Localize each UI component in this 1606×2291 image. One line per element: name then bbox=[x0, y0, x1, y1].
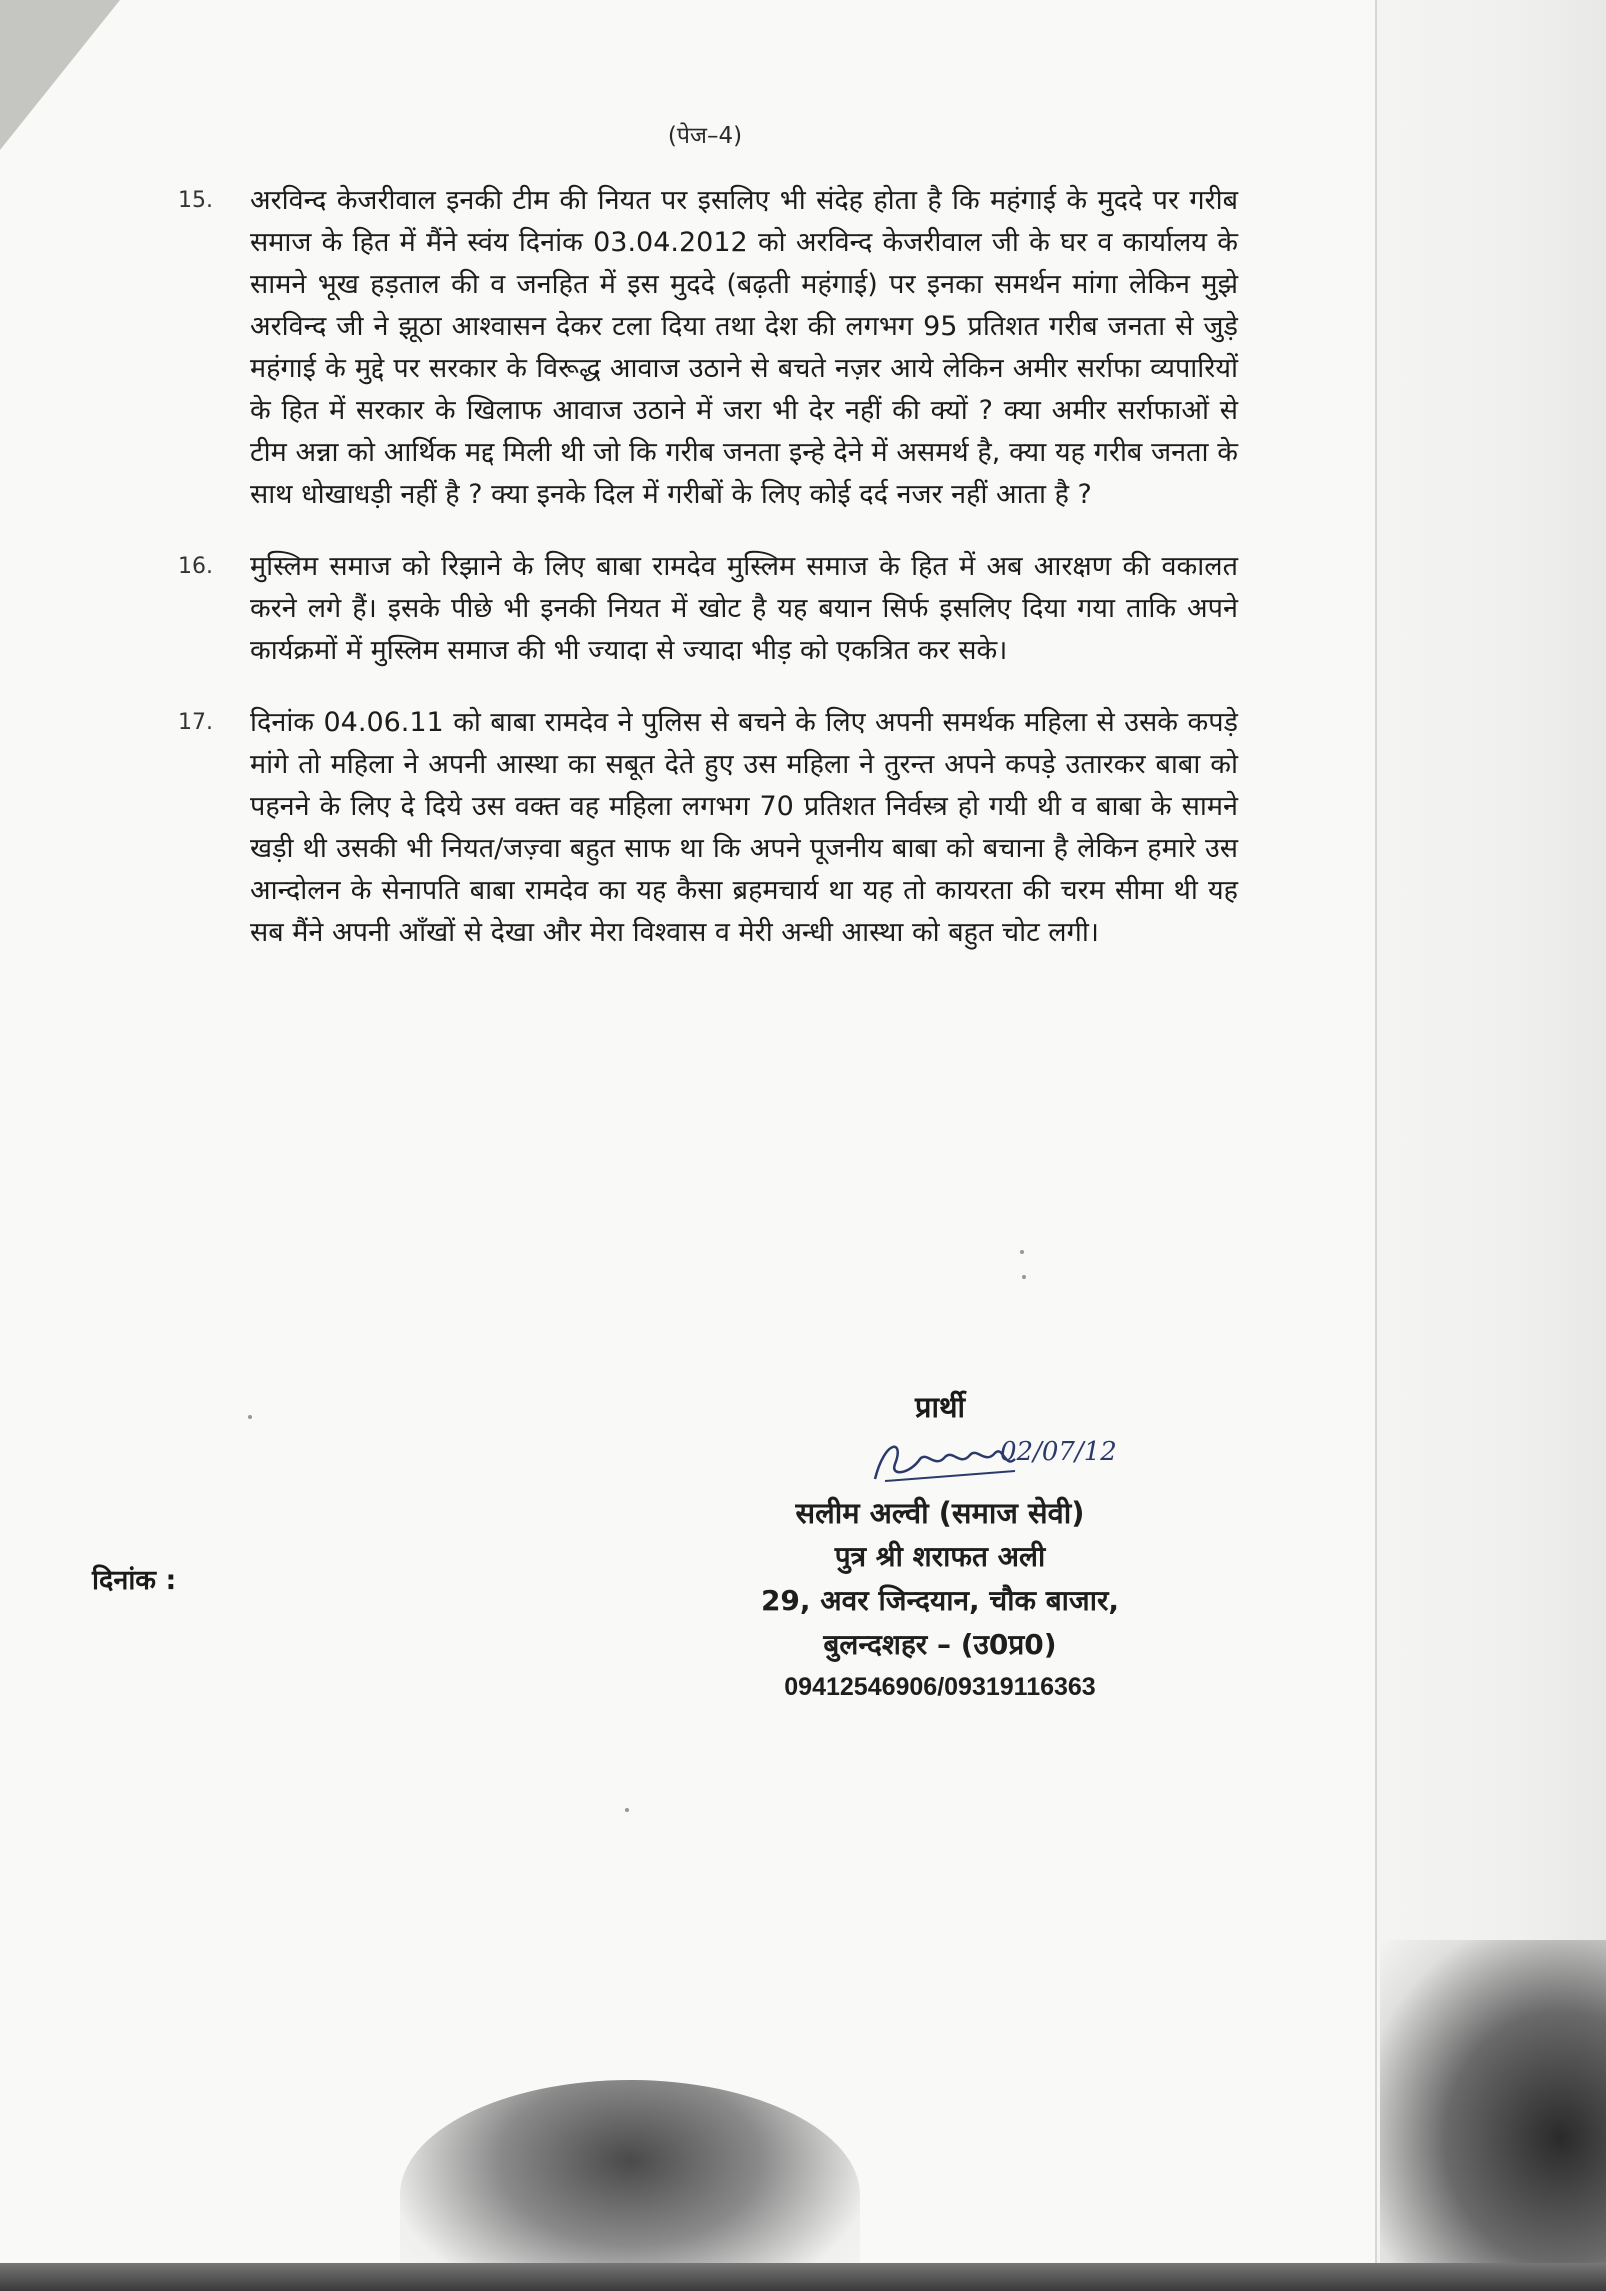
applicant-label: प्रार्थी bbox=[914, 1390, 966, 1424]
point-number: 17. bbox=[178, 710, 213, 735]
signer-parent: पुत्र श्री शराफत अली bbox=[834, 1540, 1046, 1573]
scan-edge-line bbox=[1375, 0, 1377, 2291]
scan-speck bbox=[1022, 1275, 1026, 1279]
scan-speck bbox=[1020, 1250, 1024, 1254]
points-list bbox=[178, 180, 1238, 984]
list-item bbox=[178, 180, 1238, 516]
point-text: दिनांक 04.06.11 को बाबा रामदेव ने पुलिस से बचने के लिए अपनी समर्थक महिला से उसके कपड़े मांगे तो महिला ने अपनी आस्था का सबूत देते हुए उस महिला ने तुरन्त अपने कपड़े उतारकर बाबा को पहनने के लिए दे दिये उस वक्त वह महिला लगभग 70 प्रतिशत निर्वस्त्र हो गयी थी व बाबा के सामने खड़ी थी उसकी भी नियत/जज़्वा बहुत साफ था कि अपने पूजनीय बाबा को बचाना है लेकिन हमारे उस आन्दोलन के सेनापति बाबा रामदेव का यह कैसा ब्रहमचार्य था यह तो कायरता की चरम सीमा थी यह सब मैंने अपनी आँखों से देखा और मेरा विश्वास व मेरी अन्धी आस्था को बहुत चोट लगी। bbox=[250, 707, 1239, 948]
handwritten-date: 02/07/12 bbox=[1000, 1437, 1117, 1467]
point-number: 15. bbox=[178, 188, 213, 213]
signature-block bbox=[700, 1385, 1180, 1707]
list-item bbox=[178, 702, 1238, 954]
scan-speck bbox=[248, 1415, 252, 1419]
signer-name: सलीम अल्वी (समाज सेवी) bbox=[795, 1496, 1085, 1530]
scan-speck bbox=[625, 1808, 629, 1812]
phone-numbers: 09412546906/09319116363 bbox=[784, 1673, 1096, 1701]
date-label: दिनांक : bbox=[92, 1565, 177, 1596]
point-text: मुस्लिम समाज को रिझाने के लिए बाबा रामदेव मुस्लिम समाज के हित में अब आरक्षण की वकालत करने लगे हैं। इसके पीछे भी इनकी नियत में खोट है यह बयान सिर्फ इसलिए दिया गया ताकि अपने कार्यक्रमों में मुस्लिम समाज की भी ज्यादा से ज्यादा भीड़ को एकत्रित कर सके। bbox=[250, 551, 1238, 666]
address-line: बुलन्दशहर – (उ0प्र0) bbox=[823, 1628, 1057, 1661]
address-line: 29, अवर जिन्दयान, चौक बाजार, bbox=[760, 1584, 1120, 1617]
point-number: 16. bbox=[178, 554, 213, 579]
corner-fold bbox=[0, 0, 120, 150]
scan-blot bbox=[400, 2080, 860, 2291]
point-text: अरविन्द केजरीवाल इनकी टीम की नियत पर इसलिए भी संदेह होता है कि महंगाई के मुददे पर गरीब समाज के हित में मैंने स्वंय दिनांक 03.04.2012 को अरविन्द केजरीवाल जी के घर व कार्यालय के सामने भूख हड़ताल की व जनहित में इस मुददे (बढ़ती महंगाई) पर इनका समर्थन मांगा लेकिन मुझे अरविन्द जी ने झूठा आश्वासन देकर टला दिया तथा देश की लगभग 95 प्रतिशत गरीब जनता से जुड़े महंगाई के मुद्दे पर सरकार के विरूद्ध आवाज उठाने से बचते नज़र आये लेकिन अमीर सर्राफा व्यपारियों के हित में सरकार के खिलाफ आवाज उठाने में जरा भी देर नहीं की क्यों ? क्या अमीर सर्राफाओं से टीम अन्ना को आर्थिक मद्द मिली थी जो कि गरीब जनता इन्हे देने में असमर्थ है, क्या यह गरीब जनता के साथ धोखाधड़ी नहीं है ? क्या इनके दिल में गरीबों के लिए कोई दर्द नजर नहीं आता है ? bbox=[250, 185, 1238, 510]
handwritten-signature bbox=[700, 1429, 1180, 1491]
scan-bottom-edge bbox=[0, 2263, 1606, 2291]
scan-blot bbox=[1380, 1940, 1606, 2270]
page-number: (पेज–4) bbox=[667, 123, 743, 149]
list-item bbox=[178, 546, 1238, 672]
